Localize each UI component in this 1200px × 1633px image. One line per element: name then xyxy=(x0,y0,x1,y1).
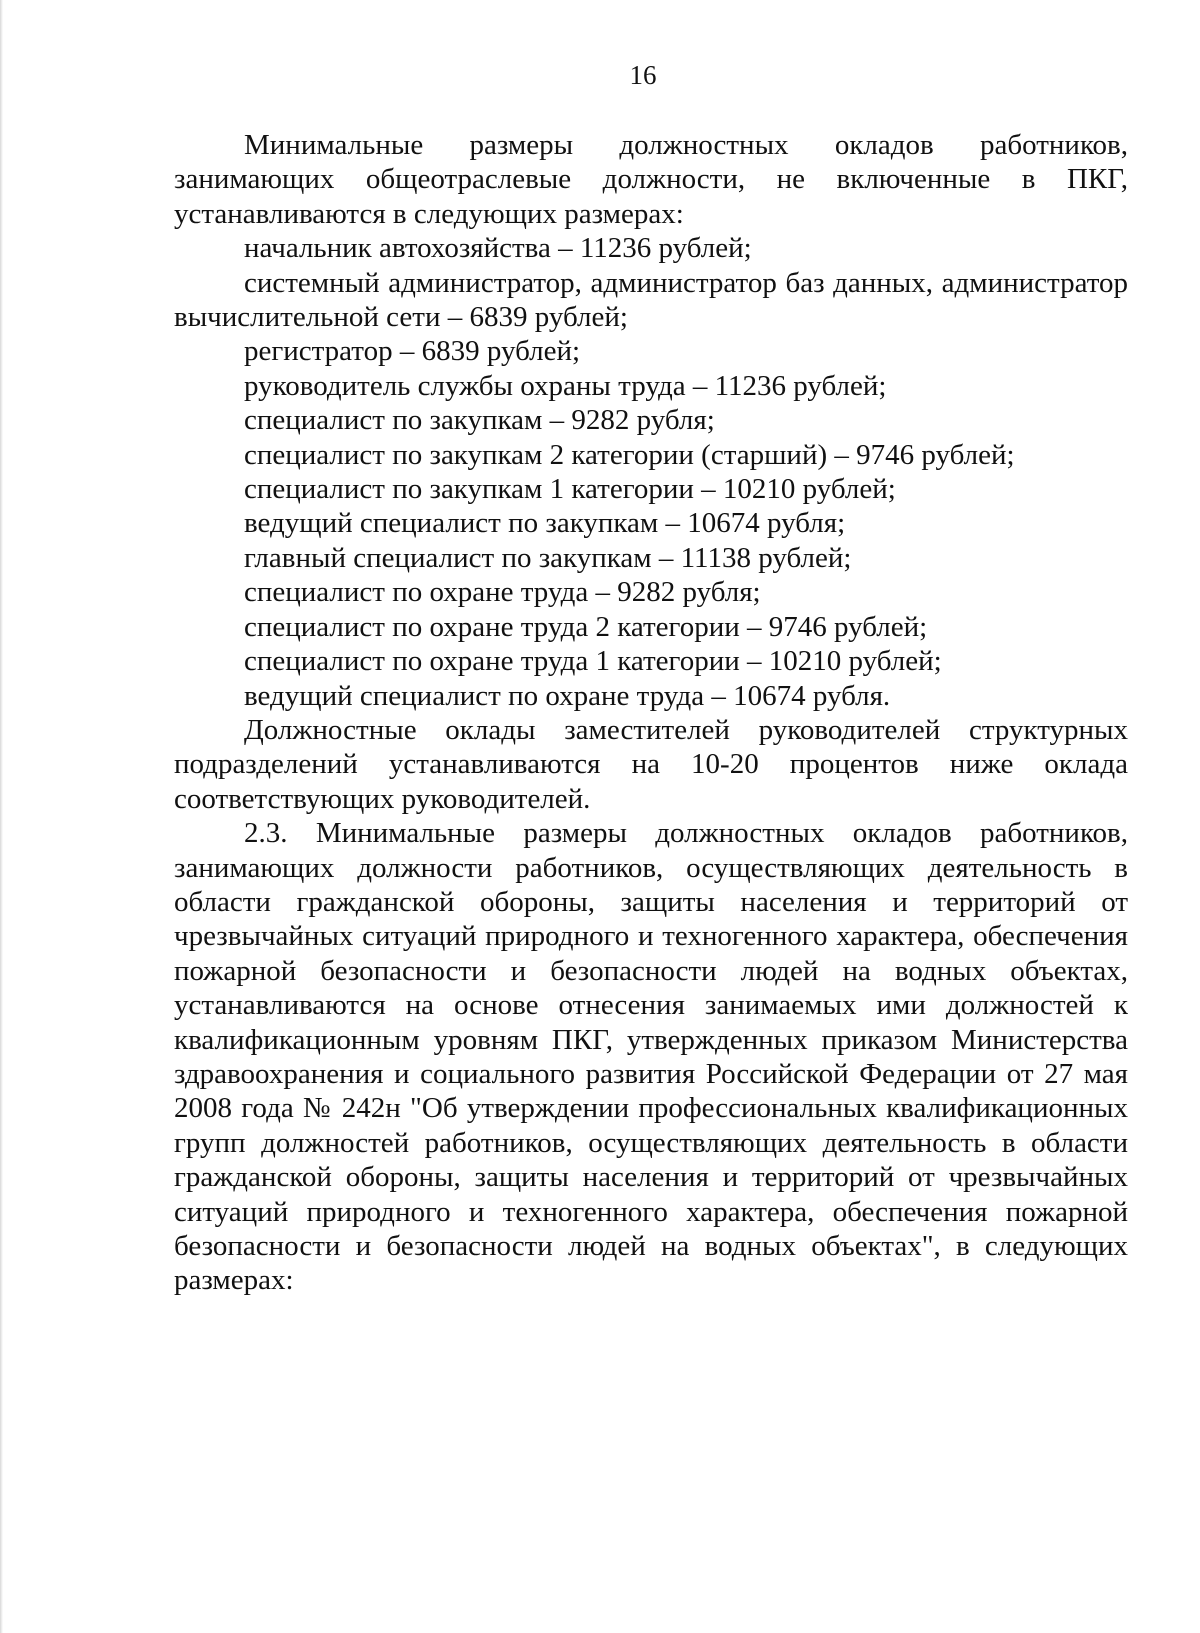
salary-item: системный администратор, администратор баз данных, администратор вычислительной сети – 6839 рублей; xyxy=(174,266,1128,334)
salary-item: ведущий специалист по закупкам – 10674 рубля; xyxy=(244,507,846,540)
page-number: 16 xyxy=(629,60,657,90)
salary-item: специалист по охране труда 1 категории – 10210 рублей; xyxy=(244,645,942,678)
salary-item: специалист по охране труда 2 категории – 9746 рублей; xyxy=(244,610,928,643)
intro-paragraph: Минимальные размеры должностных окладов работников, занимающих общеотраслевые должности, не включенные в ПКГ, устанавливаются в следующих размерах: xyxy=(174,129,1128,230)
salary-item: специалист по закупкам – 9282 рубля; xyxy=(244,404,715,437)
salary-item: ведущий специалист по охране труда – 10674 рубля. xyxy=(244,679,891,712)
salary-item: специалист по закупкам 2 категории (старший) – 9746 рублей; xyxy=(244,438,1015,471)
scan-edge xyxy=(0,0,3,1633)
document-body xyxy=(174,128,1128,1298)
salary-item: специалист по охране труда – 9282 рубля; xyxy=(244,576,761,609)
salary-item: специалист по закупкам 1 категории – 10210 рублей; xyxy=(244,473,896,506)
salary-item: главный специалист по закупкам – 11138 рублей; xyxy=(244,541,852,574)
salary-item: регистратор – 6839 рублей; xyxy=(244,335,581,368)
deputies-paragraph: Должностные оклады заместителей руководителей структурных подразделений устанавливаются на 10-20 процентов ниже оклада соответствующих руководителей. xyxy=(174,713,1128,815)
section-2-3-paragraph: 2.3. Минимальные размеры должностных окладов работников, занимающих должности работников, осуществляющих деятельность в области гражданской обороны, защиты населения и территорий от чрезвычайных ситуаций природного и техногенного характера, обеспечения пожарной безопасности и безопасности людей на водных объектах, устанавливаются на основе отнесения занимаемых ими должностей к квалификационным уровням ПКГ, утвержденных приказом Министерства здравоохранения и социального развития Российской Федерации от 27 мая 2008 года № 242н "Об утверждении профессиональных квалификационных групп должностей работников, осуществляющих деятельность в области гражданской обороны, защиты населения и территорий от чрезвычайных ситуаций природного и техногенного характера, обеспечения пожарной безопасности и безопасности людей на водных объектах", в следующих размерах: xyxy=(174,817,1128,1297)
salary-item: начальник автохозяйства – 11236 рублей; xyxy=(244,232,752,265)
salary-item: руководитель службы охраны труда – 11236 рублей; xyxy=(244,369,887,402)
